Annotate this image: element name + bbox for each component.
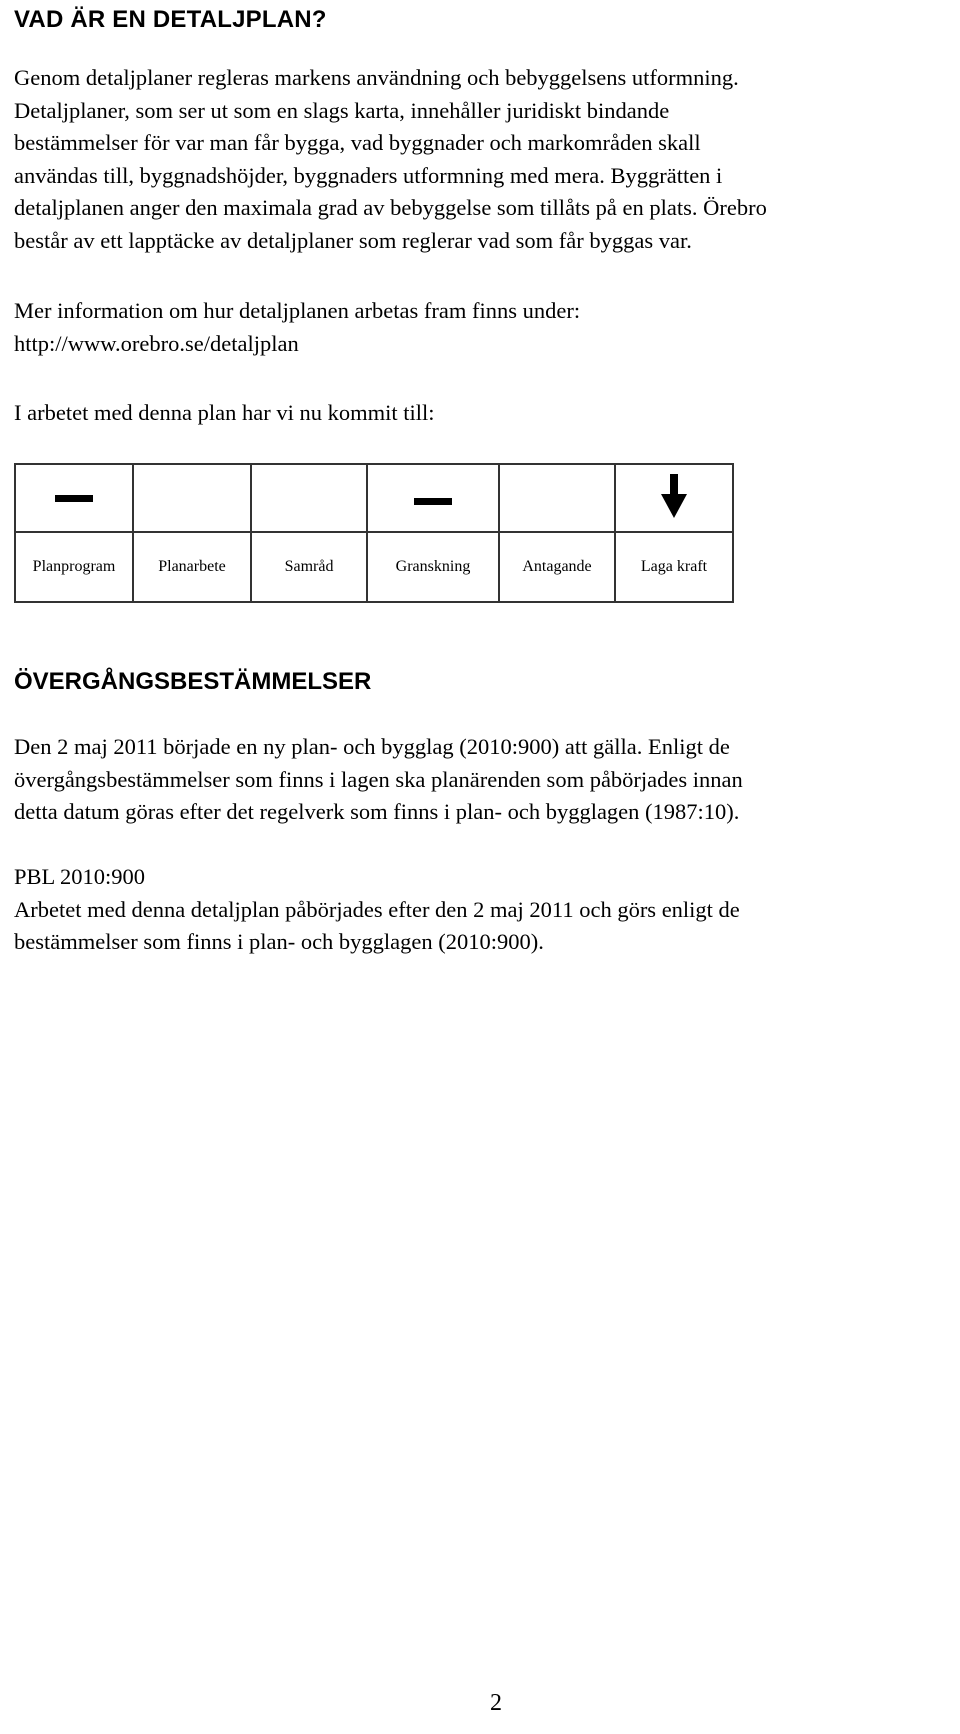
transition-line: detta datum göras efter det regelverk som finns i plan- och bygglagen (1987:10). — [14, 799, 740, 824]
info-paragraph — [14, 295, 960, 360]
progress-intro — [14, 397, 960, 430]
stage-marks-row — [15, 464, 733, 532]
plan-stage-table — [14, 463, 734, 603]
pbl-line: bestämmelser som finns i plan- och bygglagen (2010:900). — [14, 929, 544, 954]
info-line: Mer information om hur detaljplanen arbetas fram finns under: — [14, 298, 581, 323]
stage-mark-planarbete — [133, 464, 251, 532]
dash-mark-icon — [55, 495, 93, 502]
intro-line: Detaljplaner, som ser ut som en slags karta, innehåller juridiskt bindande — [14, 97, 670, 123]
page-number: 2 — [490, 1690, 502, 1716]
intro-paragraph — [14, 62, 960, 257]
stage-mark-granskning — [367, 464, 499, 532]
intro-line: användas till, byggnadshöjder, byggnaders utformning med mera. Byggrätten i — [14, 162, 723, 188]
stage-label: Samråd — [251, 532, 367, 602]
stage-label: Planprogram — [15, 532, 133, 602]
stage-labels-row — [15, 532, 733, 602]
transition-heading: ÖVERGÅNGSBESTÄMMELSER — [14, 668, 372, 695]
pbl-line: PBL 2010:900 — [14, 864, 146, 889]
intro-line: Genom detaljplaner regleras markens användning och bebyggelsens utformning. — [14, 65, 739, 90]
stage-label: Laga kraft — [615, 532, 733, 602]
stage-label: Granskning — [367, 532, 499, 602]
stage-label: Antagande — [499, 532, 615, 602]
stage-mark-laga-kraft — [615, 464, 733, 532]
transition-paragraph — [14, 731, 960, 829]
stage-mark-samrad — [251, 464, 367, 532]
arrow-down-icon — [661, 474, 687, 518]
intro-line: bestämmelser för var man får bygga, vad byggnader och markområden skall — [14, 130, 701, 155]
dash-mark-icon — [414, 498, 452, 505]
intro-line: detaljplanen anger den maximala grad av bebyggelse som tillåts på en plats. Örebro — [14, 195, 767, 220]
stage-label: Planarbete — [133, 532, 251, 602]
pbl-paragraph — [14, 861, 960, 959]
progress-intro-text: I arbetet med denna plan har vi nu kommit till: — [14, 400, 435, 425]
transition-line: övergångsbestämmelser som finns i lagen ska planärenden som påbörjades innan — [14, 766, 743, 792]
transition-line: Den 2 maj 2011 började en ny plan- och bygglag (2010:900) att gälla. Enligt de — [14, 734, 730, 759]
stage-mark-planprogram — [15, 464, 133, 532]
pbl-line: Arbetet med denna detaljplan påbörjades efter den 2 maj 2011 och görs enligt de — [14, 896, 740, 922]
info-url: http://www.orebro.se/detaljplan — [14, 330, 299, 356]
page-heading: VAD ÄR EN DETALJPLAN? — [14, 6, 327, 33]
stage-mark-antagande — [499, 464, 615, 532]
intro-line: består av ett lapptäcke av detaljplaner som reglerar vad som får byggas var. — [14, 227, 692, 253]
